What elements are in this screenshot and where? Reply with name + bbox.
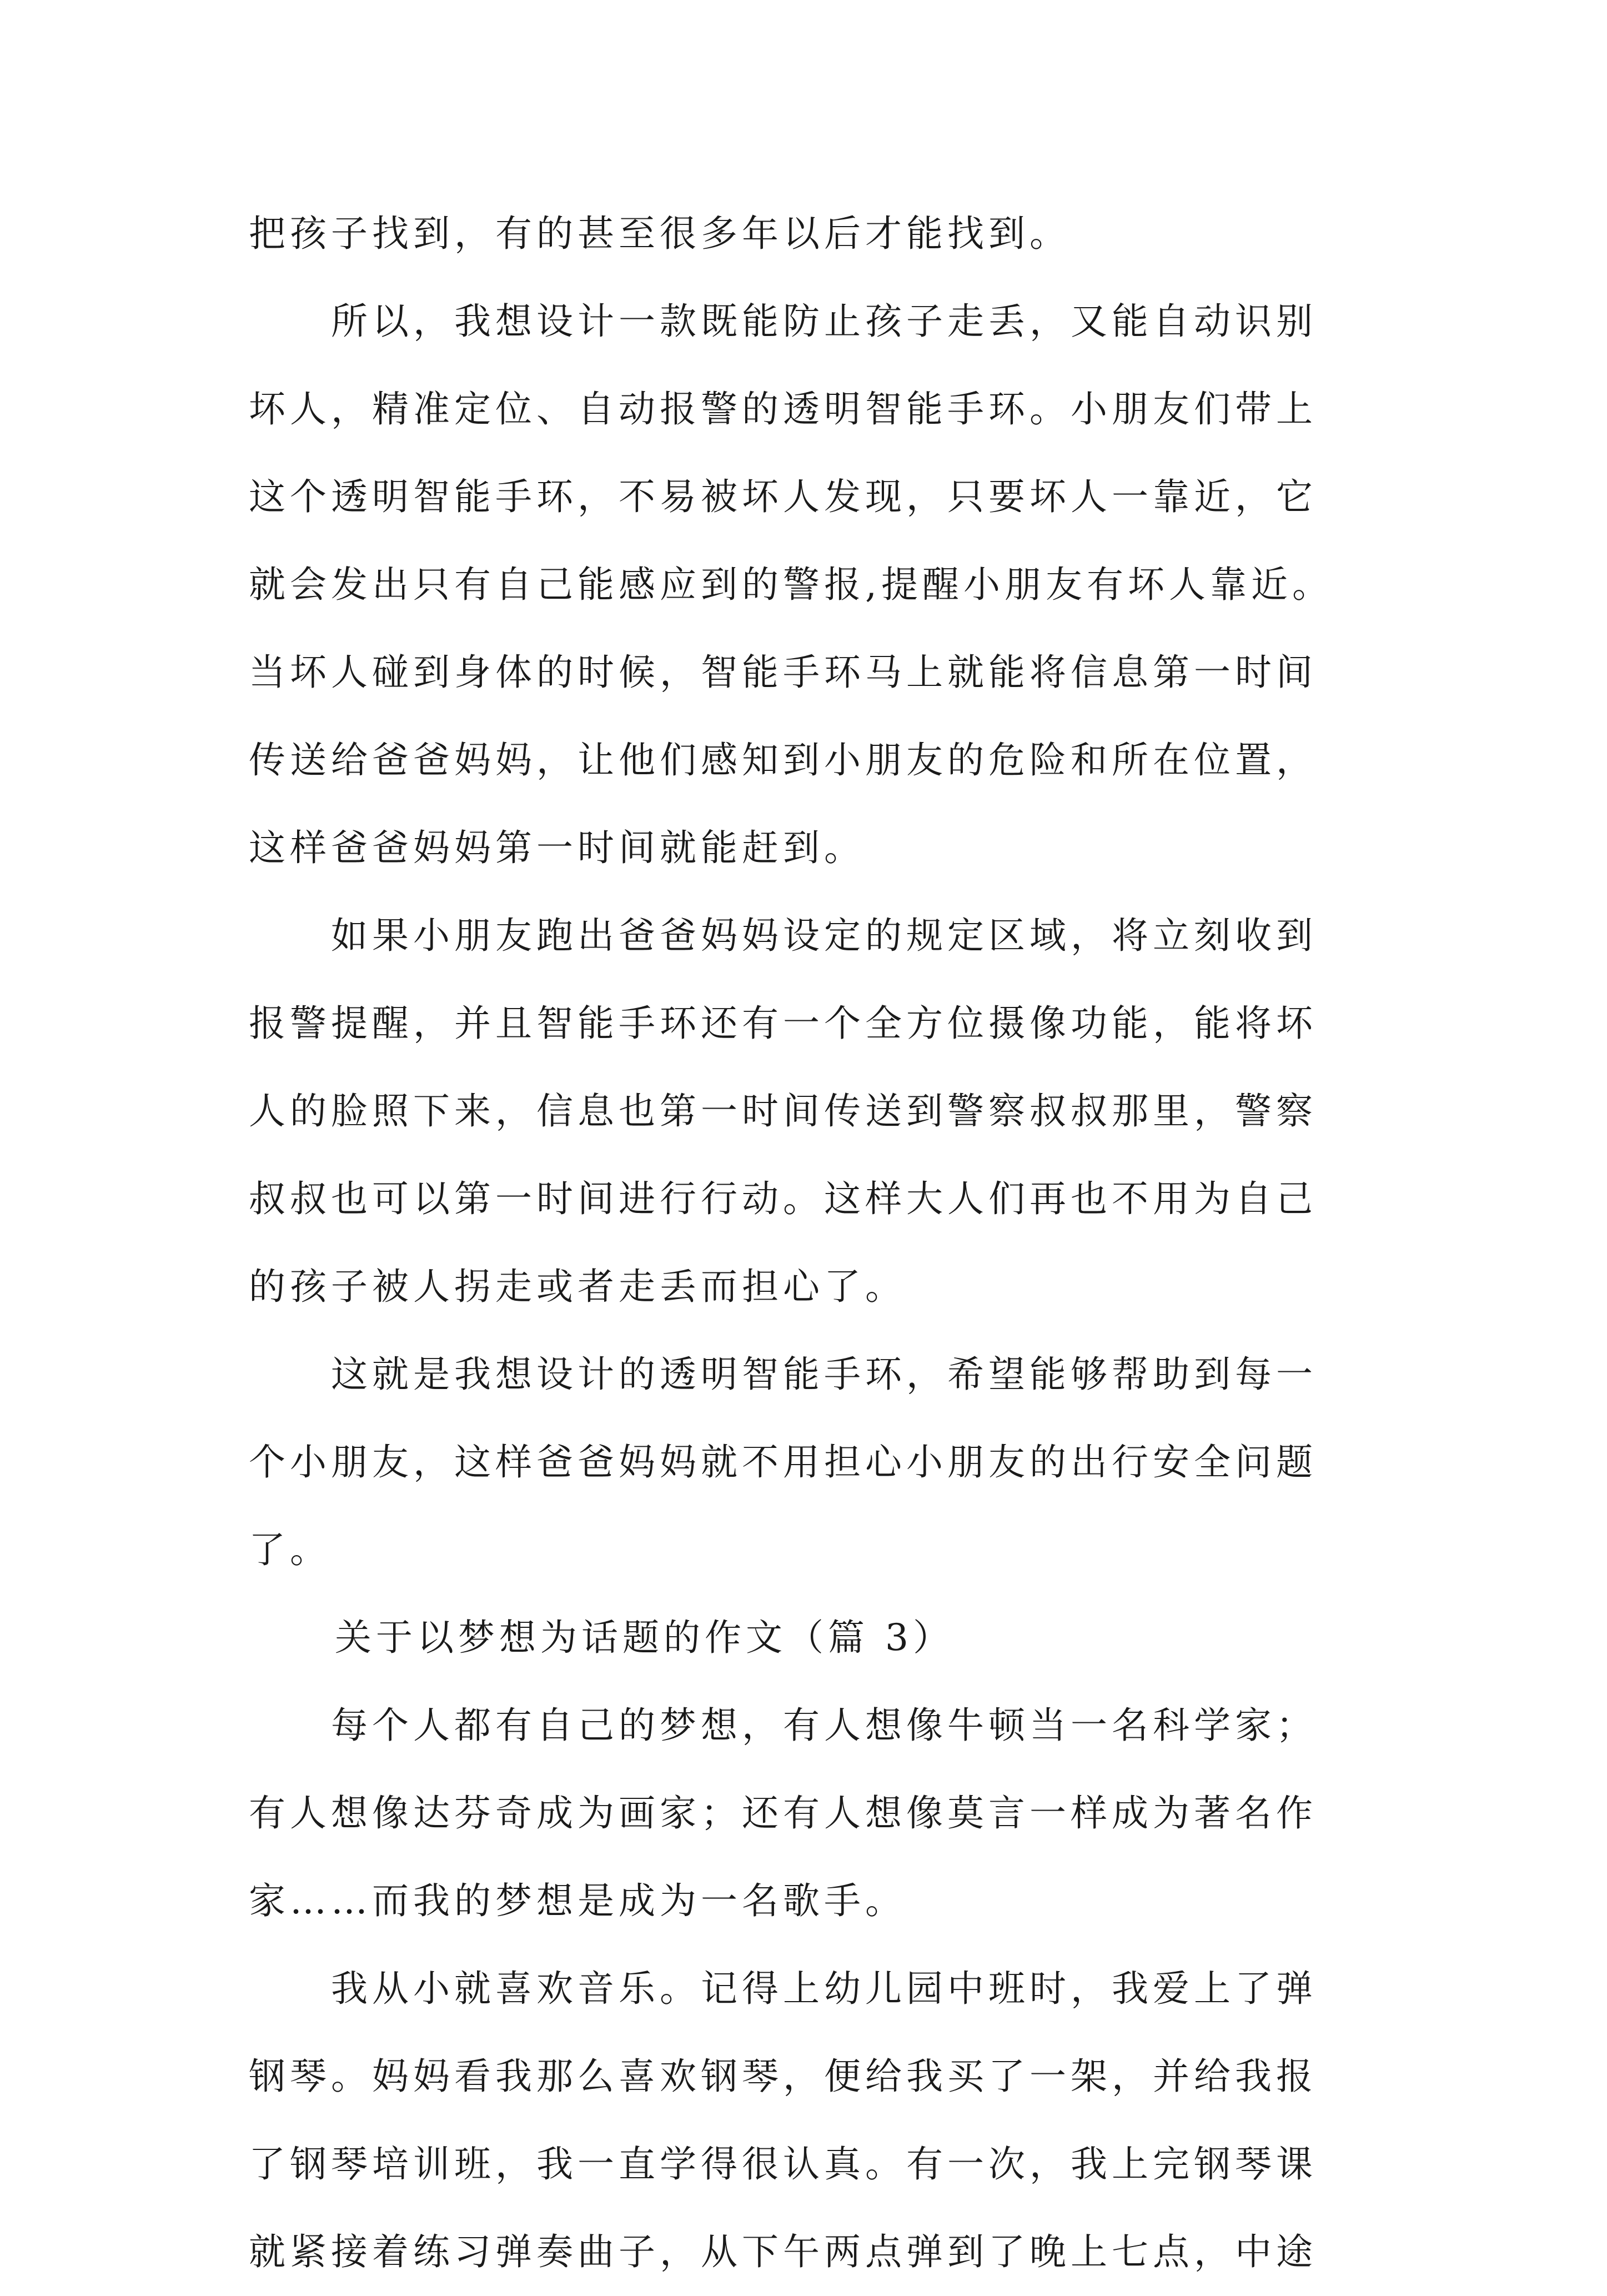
paragraph-line: 我从小就喜欢音乐。记得上幼儿园中班时，我爱上了弹 [331, 1967, 1317, 2010]
paragraph-line: 如果小朋友跑出爸爸妈妈设定的规定区域，将立刻收到 [331, 914, 1317, 957]
paragraph-line: 这个透明智能手环，不易被坏人发现，只要坏人一靠近，它 [249, 475, 1317, 518]
document-body [249, 190, 1376, 2296]
paragraph-line: 报警提醒，并且智能手环还有一个全方位摄像功能，能将坏 [249, 1002, 1317, 1045]
paragraph-line: 当坏人碰到身体的时候，智能手环马上就能将信息第一时间 [249, 651, 1317, 694]
paragraph-line: 所以，我想设计一款既能防止孩子走丢，又能自动识别 [331, 300, 1317, 343]
paragraph-line: 了钢琴培训班，我一直学得很认真。有一次，我上完钢琴课 [249, 2143, 1317, 2185]
paragraph-line: 叔叔也可以第一时间进行行动。这样大人们再也不用为自己 [249, 1177, 1317, 1220]
section-heading: 关于以梦想为话题的作文（篇 3） [335, 1616, 954, 1659]
paragraph-line: 每个人都有自己的梦想，有人想像牛顿当一名科学家； [331, 1704, 1317, 1747]
paragraph-line: 钢琴。妈妈看我那么喜欢钢琴，便给我买了一架，并给我报 [249, 2055, 1317, 2098]
paragraph-line: 这就是我想设计的透明智能手环，希望能够帮助到每一 [331, 1353, 1317, 1396]
paragraph-line: 坏人，精准定位、自动报警的透明智能手环。小朋友们带上 [249, 388, 1317, 430]
paragraph-line: 个小朋友，这样爸爸妈妈就不用担心小朋友的出行安全问题 [249, 1441, 1317, 1483]
paragraph-line: 就紧接着练习弹奏曲子，从下午两点弹到了晚上七点，中途 [249, 2230, 1317, 2273]
paragraph-line: 家……而我的梦想是成为一名歌手。 [249, 1879, 906, 1922]
paragraph-line: 这样爸爸妈妈第一时间就能赶到。 [249, 826, 865, 869]
paragraph-line: 有人想像达芬奇成为画家；还有人想像莫言一样成为著名作 [249, 1792, 1317, 1834]
paragraph-line: 传送给爸爸妈妈，让他们感知到小朋友的危险和所在位置， [249, 739, 1317, 781]
paragraph-line: 人的脸照下来，信息也第一时间传送到警察叔叔那里，警察 [249, 1090, 1317, 1132]
paragraph-line: 的孩子被人拐走或者走丢而担心了。 [249, 1265, 906, 1308]
paragraph-line: 了。 [249, 1528, 331, 1571]
paragraph-line: 把孩子找到，有的甚至很多年以后才能找到。 [249, 212, 1071, 255]
paragraph-line: 就会发出只有自己能感应到的警报,提醒小朋友有坏人靠近。 [249, 563, 1333, 606]
